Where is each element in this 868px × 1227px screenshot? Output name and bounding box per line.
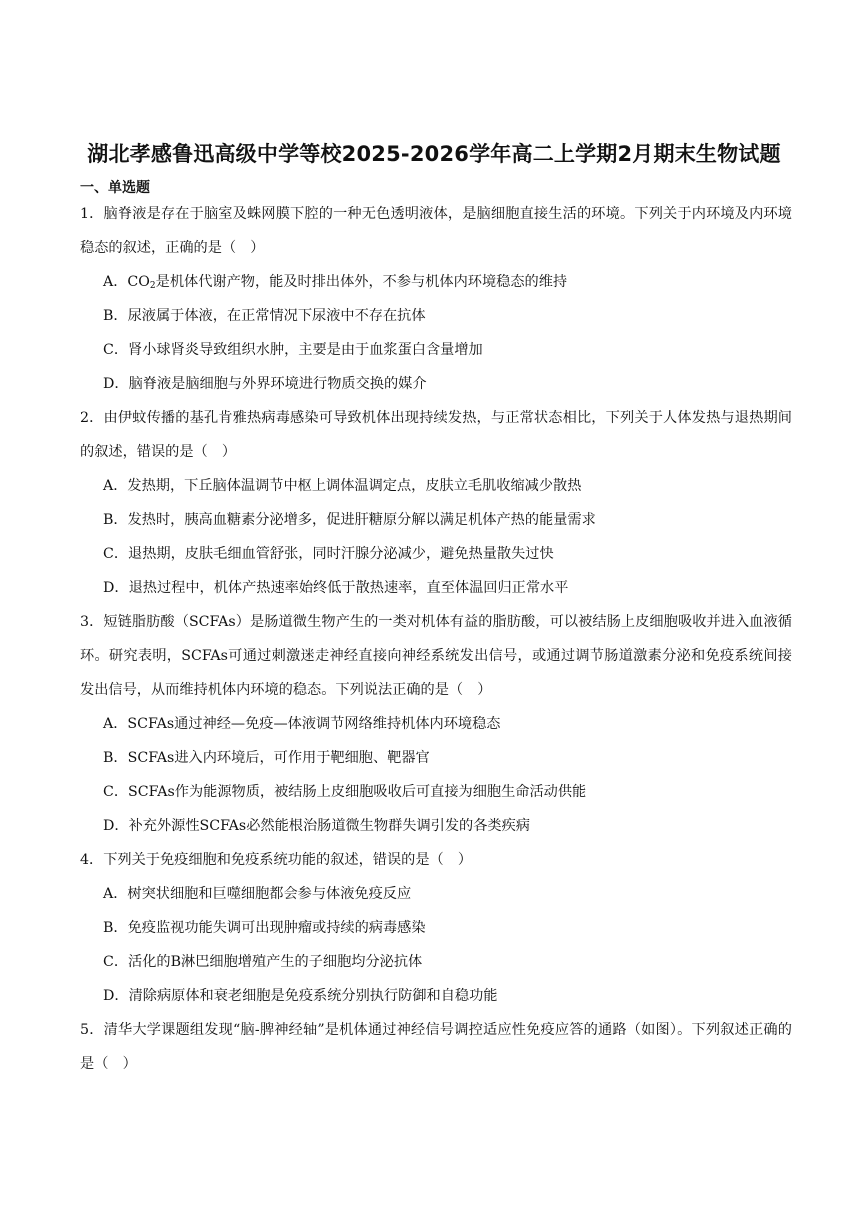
- question-3-option-d: D．补充外源性SCFAs必然能根治肠道微生物群失调引发的各类疾病: [103, 818, 530, 834]
- question-stem-3: 3．短链脂肪酸（SCFAs）是肠道微生物产生的一类对机体有益的脂肪酸，可以被结肠上皮细胞吸收并进入血液循环。研究表明，SCFAs可通过刺激迷走神经直接向神经系统发出信号，或通过调节肠道激素分泌和免疫系统间接发出信号，从而维持机体内环境的稳态。下列说法正确的是（ ）: [80, 614, 792, 698]
- question-stem-5: 5．清华大学课题组发现“脑-脾神经轴”是机体通过神经信号调控适应性免疫应答的通路（如图）。下列叙述正确的是（ ）: [80, 1022, 792, 1072]
- question-1-option-a: A．$CO_2$是机体代谢产物，能及时排出体外，不参与机体内环境稳态的维持: [103, 274, 568, 291]
- question-2-option-b: B．发热时，胰高血糖素分泌增多，促进肝糖原分解以满足机体产热的能量需求: [103, 512, 596, 528]
- question-2-option-c: C．退热期，皮肤毛细血管舒张，同时汗腺分泌减少，避免热量散失过快: [103, 546, 554, 562]
- page-title: 湖北孝感鲁迅高级中学等校2025-2026学年高二上学期2月期末生物试题: [87, 142, 781, 166]
- question-2-option-a: A．发热期，下丘脑体温调节中枢上调体温调定点，皮肤立毛肌收缩减少散热: [103, 478, 582, 494]
- question-stem-4: 4．下列关于免疫细胞和免疫系统功能的叙述，错误的是（ ）: [80, 852, 473, 868]
- question-3-option-a: A．SCFAs通过神经—免疫—体液调节网络维持机体内环境稳态: [103, 716, 501, 732]
- question-2-option-d: D．退热过程中，机体产热速率始终低于散热速率，直至体温回归正常水平: [103, 580, 569, 596]
- question-1-option-d: D．脑脊液是脑细胞与外界环境进行物质交换的媒介: [103, 376, 427, 392]
- question-3-option-c: C．SCFAs作为能源物质，被结肠上皮细胞吸收后可直接为细胞生命活动供能: [103, 784, 587, 800]
- question-4-option-c: C．活化的B淋巴细胞增殖产生的子细胞均分泌抗体: [103, 954, 423, 970]
- question-3-option-b: B．SCFAs进入内环境后，可作用于靶细胞、靶器官: [103, 750, 430, 766]
- question-stem-1: 1．脑脊液是存在于脑室及蛛网膜下腔的一种无色透明液体，是脑细胞直接生活的环境。下列关于内环境及内环境稳态的叙述，正确的是（ ）: [80, 206, 792, 256]
- question-1-option-b: B．尿液属于体液，在正常情况下尿液中不存在抗体: [103, 308, 426, 324]
- question-stem-2: 2．由伊蚊传播的基孔肯雅热病毒感染可导致机体出现持续发热，与正常状态相比，下列关于人体发热与退热期间的叙述，错误的是（ ）: [80, 410, 792, 460]
- question-4-option-b: B．免疫监视功能失调可出现肿瘤或持续的病毒感染: [103, 920, 426, 936]
- section-heading: 一、单选题: [80, 180, 150, 196]
- question-4-option-d: D．清除病原体和衰老细胞是免疫系统分别执行防御和自稳功能: [103, 988, 498, 1004]
- question-4-option-a: A．树突状细胞和巨噬细胞都会参与体液免疫反应: [103, 886, 412, 902]
- question-1-option-c: C．肾小球肾炎导致组织水肿，主要是由于血浆蛋白含量增加: [103, 342, 483, 358]
